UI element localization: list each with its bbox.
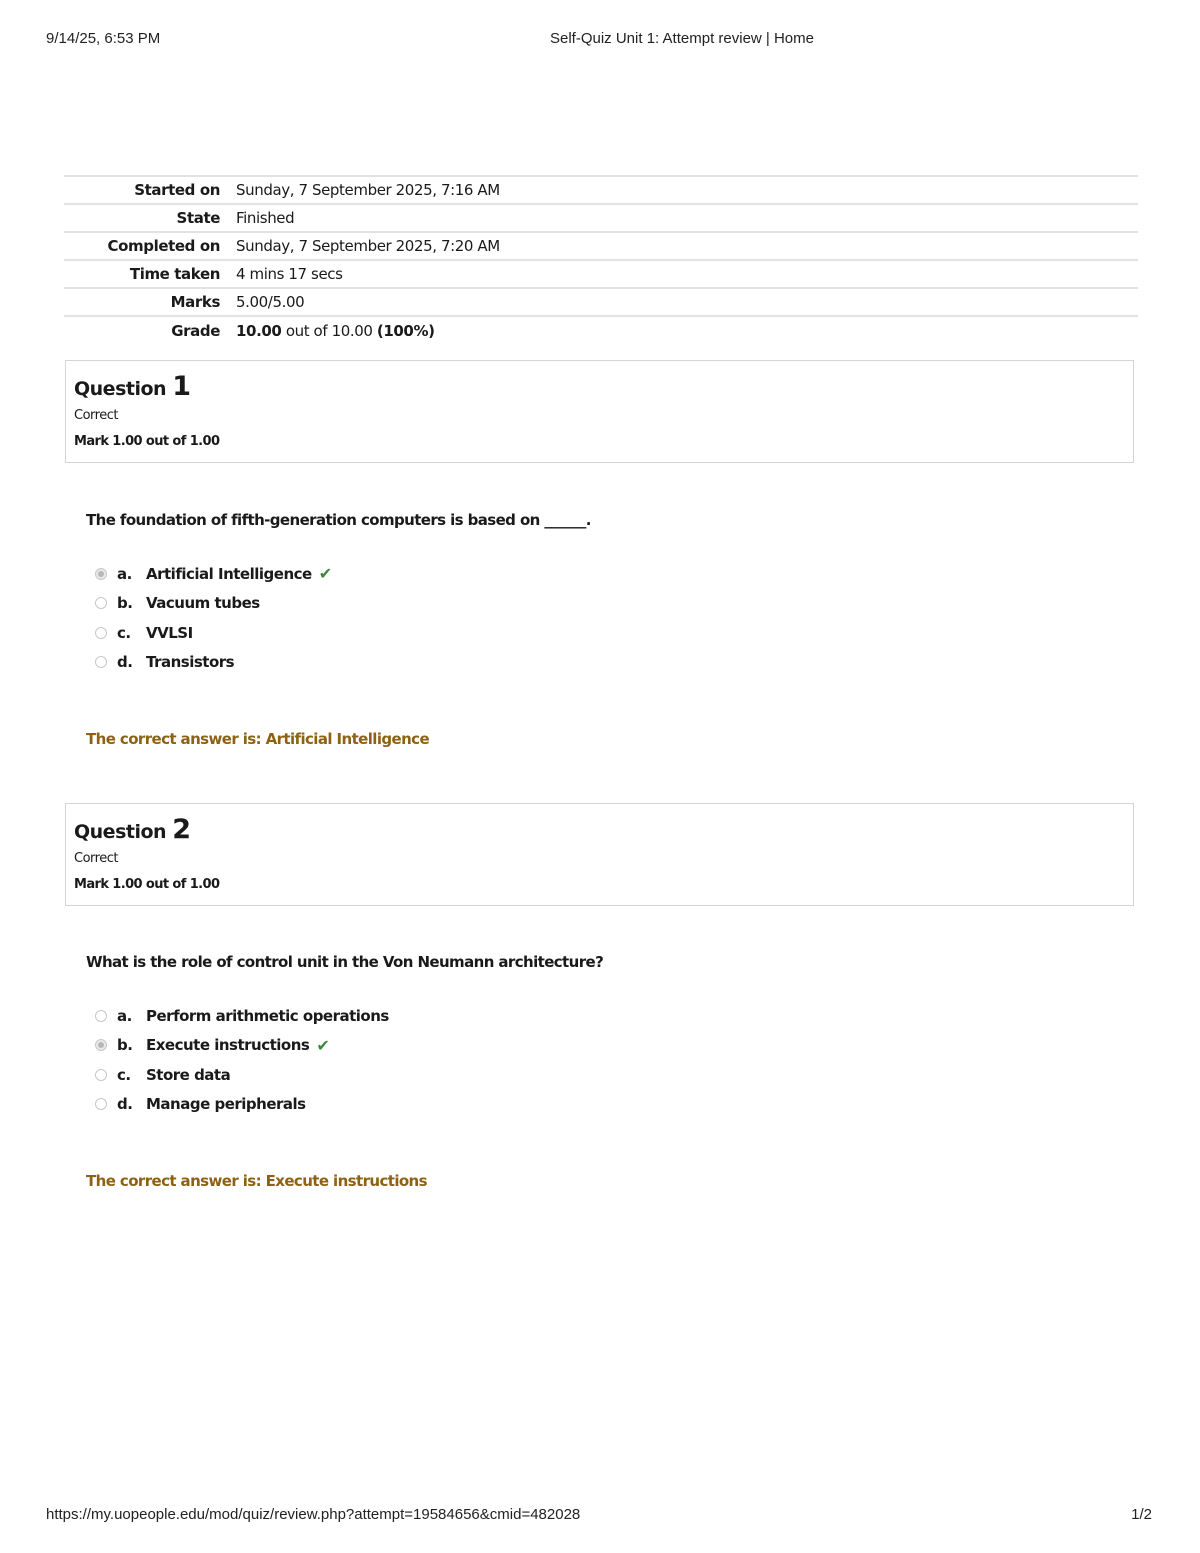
question-grade: Mark 1.00 out of 1.00 — [74, 877, 220, 892]
summary-value: Sunday, 7 September 2025, 7:16 AM — [236, 181, 500, 199]
answer-letter: a. — [117, 1006, 132, 1025]
answer-option[interactable] — [95, 648, 332, 678]
print-datetime: 9/14/25, 6:53 PM — [46, 30, 161, 47]
summary-label: Grade — [171, 321, 220, 340]
grade-score: 10.00 — [236, 321, 282, 340]
answer-text: Store data — [146, 1065, 231, 1084]
summary-label: Started on — [134, 181, 220, 199]
print-page-number: 1/2 — [1131, 1506, 1152, 1523]
answer-option[interactable] — [95, 589, 332, 619]
right-answer-1: The correct answer is: Artificial Intelligence — [86, 730, 430, 748]
radio-icon[interactable] — [95, 1069, 107, 1081]
summary-label: Marks — [170, 293, 220, 311]
radio-icon[interactable] — [95, 1010, 107, 1022]
answer-letter: d. — [117, 653, 133, 672]
answer-letter: b. — [117, 594, 133, 613]
answer-letter: b. — [117, 1036, 133, 1055]
grade-outof: out of 10.00 — [281, 321, 377, 340]
grade-percent: (100%) — [376, 321, 435, 340]
summary-value: Finished — [236, 209, 295, 227]
answer-option[interactable] — [95, 559, 332, 589]
summary-value: 4 mins 17 secs — [236, 265, 343, 283]
question-title — [74, 814, 1125, 845]
check-icon: ✔ — [316, 1035, 330, 1055]
question-text-1: The foundation of fifth-generation computers is based on ______. — [86, 511, 591, 529]
print-header — [46, 30, 1152, 50]
summary-label: Completed on — [107, 237, 220, 255]
answer-text: Artificial Intelligence — [146, 564, 312, 583]
summary-value — [236, 316, 1138, 344]
answer-letter: c. — [117, 623, 131, 642]
print-url[interactable]: https://my.uopeople.edu/mod/quiz/review.php?attempt=19584656&cmid=482028 — [46, 1506, 581, 1523]
question-word: Question — [74, 378, 167, 400]
summary-label: State — [176, 209, 220, 227]
print-footer — [46, 1506, 1152, 1526]
summary-row-completed — [64, 232, 1138, 260]
right-answer-2: The correct answer is: Execute instructions — [86, 1172, 427, 1190]
question-grade: Mark 1.00 out of 1.00 — [74, 434, 220, 449]
question-info-2 — [65, 803, 1134, 906]
answer-text: Vacuum tubes — [146, 594, 260, 613]
answer-text: Execute instructions — [146, 1036, 310, 1055]
answer-letter: d. — [117, 1095, 133, 1114]
question-number: 1 — [172, 371, 191, 402]
summary-row-started — [64, 176, 1138, 204]
summary-row-marks — [64, 288, 1138, 316]
summary-value: Sunday, 7 September 2025, 7:20 AM — [236, 237, 500, 255]
summary-value: 5.00/5.00 — [236, 293, 305, 311]
attempt-summary-table — [64, 175, 1138, 344]
question-state: Correct — [74, 851, 118, 866]
answer-text: Transistors — [146, 653, 235, 672]
question-number: 2 — [172, 814, 191, 845]
answer-option[interactable] — [95, 1031, 389, 1061]
summary-label: Time taken — [129, 265, 220, 283]
answer-text: Perform arithmetic operations — [146, 1006, 389, 1025]
answer-option[interactable] — [95, 618, 332, 648]
radio-icon[interactable] — [95, 627, 107, 639]
summary-row-time-taken — [64, 260, 1138, 288]
radio-selected-icon[interactable] — [95, 568, 107, 580]
radio-icon[interactable] — [95, 597, 107, 609]
answer-text: VVLSI — [146, 623, 193, 642]
answer-letter: c. — [117, 1065, 131, 1084]
answer-option[interactable] — [95, 1060, 389, 1090]
question-word: Question — [74, 821, 167, 843]
question-state: Correct — [74, 408, 118, 423]
question-title — [74, 371, 1125, 402]
answer-letter: a. — [117, 564, 132, 583]
answer-list-2 — [95, 1001, 389, 1119]
radio-icon[interactable] — [95, 1098, 107, 1110]
answer-text: Manage peripherals — [146, 1095, 306, 1114]
answer-option[interactable] — [95, 1090, 389, 1120]
question-info-1 — [65, 360, 1134, 463]
check-icon: ✔ — [318, 564, 332, 584]
question-text-2: What is the role of control unit in the Von Neumann architecture? — [86, 953, 604, 971]
summary-row-state — [64, 204, 1138, 232]
radio-selected-icon[interactable] — [95, 1039, 107, 1051]
radio-icon[interactable] — [95, 656, 107, 668]
print-page-title: Self-Quiz Unit 1: Attempt review | Home — [550, 30, 814, 47]
answer-list-1 — [95, 559, 332, 677]
summary-row-grade — [64, 316, 1138, 344]
answer-option[interactable] — [95, 1001, 389, 1031]
